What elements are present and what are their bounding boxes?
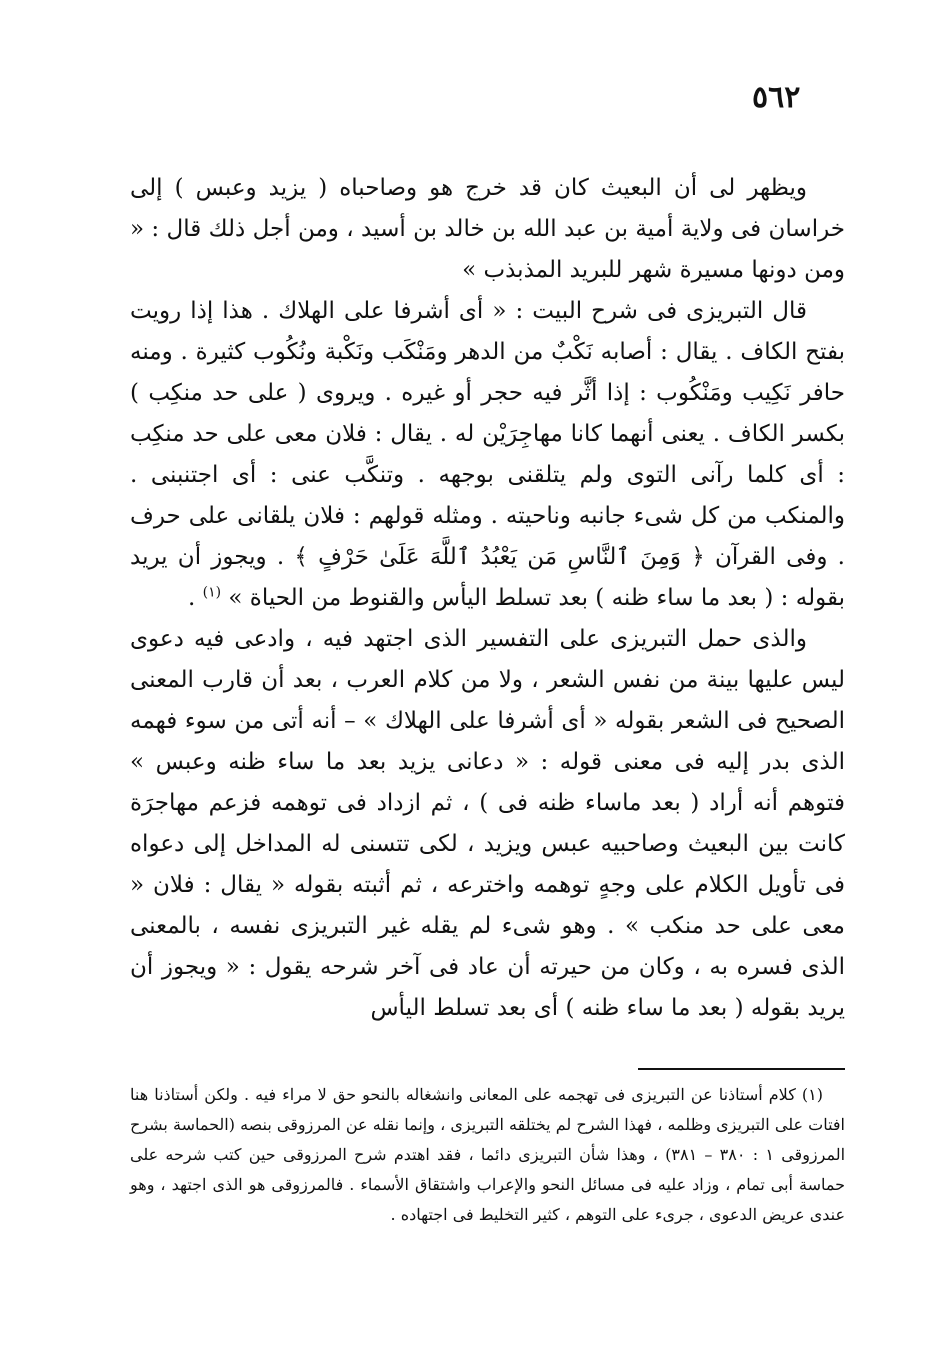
footnote-reference: (١): [202, 584, 222, 601]
footnote-divider: [638, 1068, 845, 1070]
paragraph-3: والذى حمل التبريزى على التفسير الذى اجتهد فيه ، وادعى فيه دعوى ليس عليها بينة من نفس الشعر ، ولا من كلام العرب ، بعد أن قارب المعنى الصحيح فى الشعر بقوله « أى أشرفا على الهلاك » – أنه أتى من سوء فهمه الذى بدر إليه فى معنى قوله : « دعانى يزيد بعد ما ساء ظنه وعبس » فتوهم أنه أراد ( بعد ماساء ظنه فى ) ، ثم ازداد فى توهمه فزعم مهاجرَة كانت بين البعيث وصاحبيه عبس ويزيد ، لكى تتسنى له المداخل إلى دعواه فى تأويل الكلام على وجهٍ توهمه واخترعه ، ثم أثبته بقوله « يقال : فلان « معى على حد منكب » . وهو شىء لم يقله غير التبريزى نفسه ، بالمعنى الذى فسره به ، وكان من حيرته أن عاد فى آخر شرحه يقول : « ويجوز أن يريد بقوله ( بعد ما ساء ظنه ) أى بعد تسلط اليأس: [130, 626, 845, 1021]
main-text: [130, 168, 845, 1029]
paragraph-2: [130, 291, 845, 619]
footnote: (١) كلام أستاذنا عن التبريزى فى تهجمه على المعانى وانشغاله بالنحو حق لا مراء فيه . ولكن أستاذنا هنا افتات على التبريزى وظلمه ، فهذا الشرح لم يختلقه التبريزى ، وإنما نقله عن المرزوقى بنصه (الحماسة بشرح المرزوقى ١ : ٣٨٠ – ٣٨١) ، وهذا شأن التبريزى دائما ، فقد اهتدم شرح المرزوقى حين كتب شرحه على حماسة أبى تمام ، وزاد عليه فى مسائل النحو والإعراب واشتقاق الأسماء . فالمرزوقى هو الذى اجتهد ، وهو عندى عريض الدعوى ، جرىء على التوهم ، كثير التخليط فى اجتهاده .: [130, 1085, 846, 1224]
paragraph-2-text: قال التبريزى فى شرح البيت : « أى أشرفا على الهلاك . هذا إذا رويت بفتح الكاف . يقال : أصابه نَكْبٌ من الدهر ومَنْكَب ونَكْبة ونُكُوب كثيرة . ومنه حافر نَكِيب ومَنْكُوب : إذا أثَّر فيه حجر أو غيره . ويروى ( على حد منكِب ) بكسر الكاف . يعنى أنهما كانا مهاجِرَيْن له . يقال : فلان معى على حد منكِب : أى كلما رآنى التوى ولم يتلقنى بوجهه . وتنكَّب عنى : أى اجتنبنى . والمنكب من كل شىء جانبه وناحيته . ومثله قولهم : فلان يلقانى على حرف . وفى القرآن ﴿ وَمِنَ ٱلنَّاسِ مَن يَعْبُدُ ٱللَّهَ عَلَىٰ حَرْفٍ ﴾ . ويجوز أن يريد بقوله : ( بعد ما ساء ظنه ) بعد تسلط اليأس والقنوط من الحياة »: [130, 298, 845, 611]
paragraph-1: ويظهر لى أن البعيث كان قد خرج هو وصاحباه ( يزيد وعبس ) إلى خراسان فى ولاية أمية بن عبد الله بن خالد بن أسيد ، ومن أجل ذلك قال : « ومن دونها مسيرة شهر للبريد المذبذب »: [130, 175, 845, 283]
paragraph-2-end: .: [187, 585, 203, 611]
page-number: ٥٦٢: [752, 80, 801, 115]
